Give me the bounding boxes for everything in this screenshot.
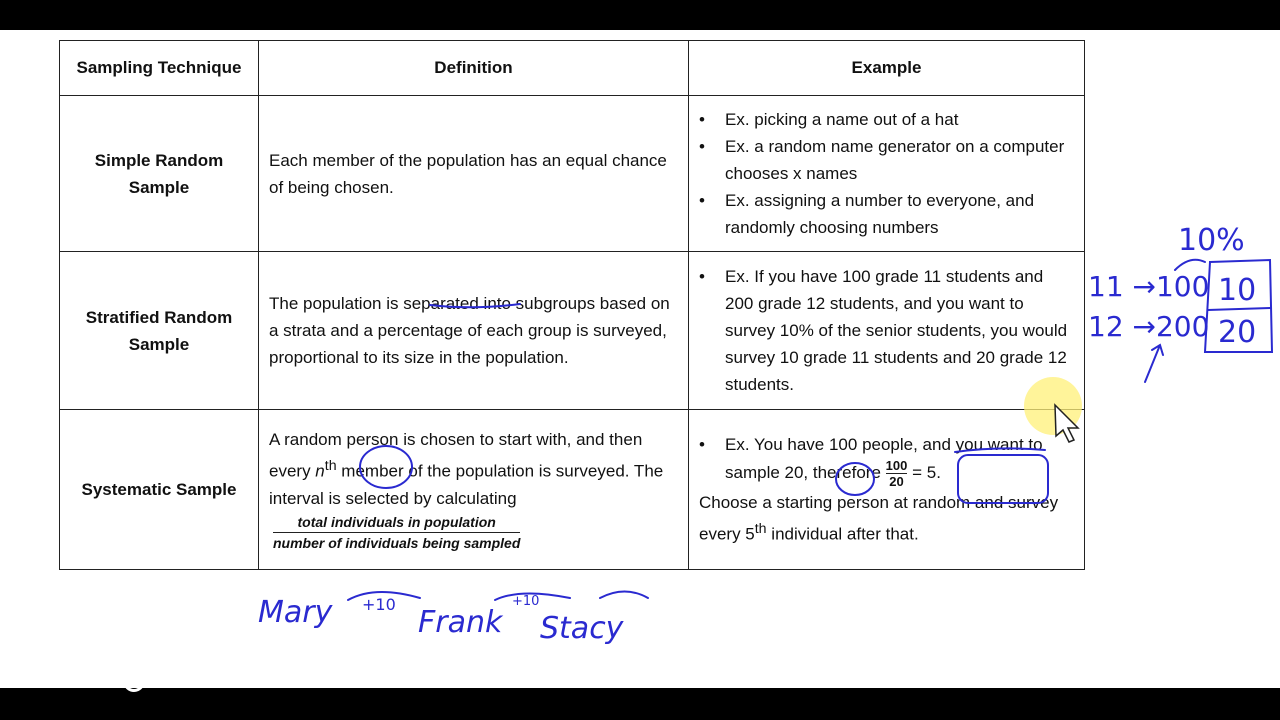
screencast-watermark (13, 660, 196, 692)
note-plus-10: +10 (362, 595, 396, 614)
slide-canvas (0, 30, 1280, 688)
technique-cell: Simple Random Sample (60, 96, 259, 252)
note-grade12: 12 →200 (1088, 310, 1210, 343)
table-row (60, 96, 1085, 252)
header-definition: Definition (259, 41, 689, 96)
example-continuation: Choose a starting person at random and survey every 5th individual after that. (699, 493, 1059, 544)
example-cell (689, 410, 1085, 570)
example-cell (689, 252, 1085, 410)
note-name-frank: Frank (418, 605, 503, 640)
table-row (60, 252, 1085, 410)
list-item: • Ex. assigning a number to everyone, and randomly choosing numbers (699, 191, 1035, 237)
interval-formula: $\frac{\text{total individuals in population}}{\text{number of individuals being sampled}}$ (273, 513, 521, 551)
note-plus-10-b: +10 (512, 594, 540, 609)
note-grade11: 11 →100 (1088, 270, 1210, 303)
note-name-stacy: Stacy (540, 611, 624, 646)
screencast-logo-icon (123, 670, 145, 692)
header-sampling-technique: Sampling Technique (60, 41, 259, 96)
example-cell (689, 96, 1085, 252)
list-item: • Ex. picking a name out of a hat (699, 110, 959, 129)
list-item: • Ex. If you have 100 grade 11 students and 200 grade 12 students, and you want to survey 10% of the senior students, you would survey 10 grade 11 students and 20 grade 12 students. (699, 267, 1068, 394)
table-header-row (60, 41, 1085, 96)
list-item: • Ex. You have 100 people, and you want to sample 20, therefore $\frac{100}{20}$ = 5. (699, 435, 1043, 490)
watermark-recorded-with: RECORDED WITH (13, 660, 97, 670)
list-item: • Ex. a random name generator on a computer chooses x names (699, 137, 1065, 183)
sampling-techniques-table (59, 40, 1085, 570)
technique-cell: Systematic Sample (60, 410, 259, 570)
note-result-20: 20 (1218, 315, 1257, 350)
cursor-highlight (1024, 377, 1082, 435)
technique-cell: Stratified Random Sample (60, 252, 259, 410)
definition-cell: Each member of the population has an equal chance of being chosen. (259, 96, 689, 252)
header-example: Example (689, 41, 1085, 96)
table-row (60, 410, 1085, 570)
definition-cell: The population is separated into subgroups based on a strata and a percentage of each group is surveyed, proportional to its size in the population. (259, 252, 689, 410)
note-result-10: 10 (1218, 273, 1257, 308)
watermark-brand: SCREENCAST MATIC (13, 670, 196, 692)
definition-cell: A random person is chosen to start with, and then every $n^{th}$ member of the population is surveyed. The interval is selected by calculating $\frac{\text{total individuals in population}}{\text{number of individuals being sampled}}$ (259, 410, 689, 570)
fraction: $\frac{100}{20}$ (885, 458, 908, 490)
note-percent: 10% (1178, 223, 1245, 258)
note-name-mary: Mary (258, 595, 333, 630)
